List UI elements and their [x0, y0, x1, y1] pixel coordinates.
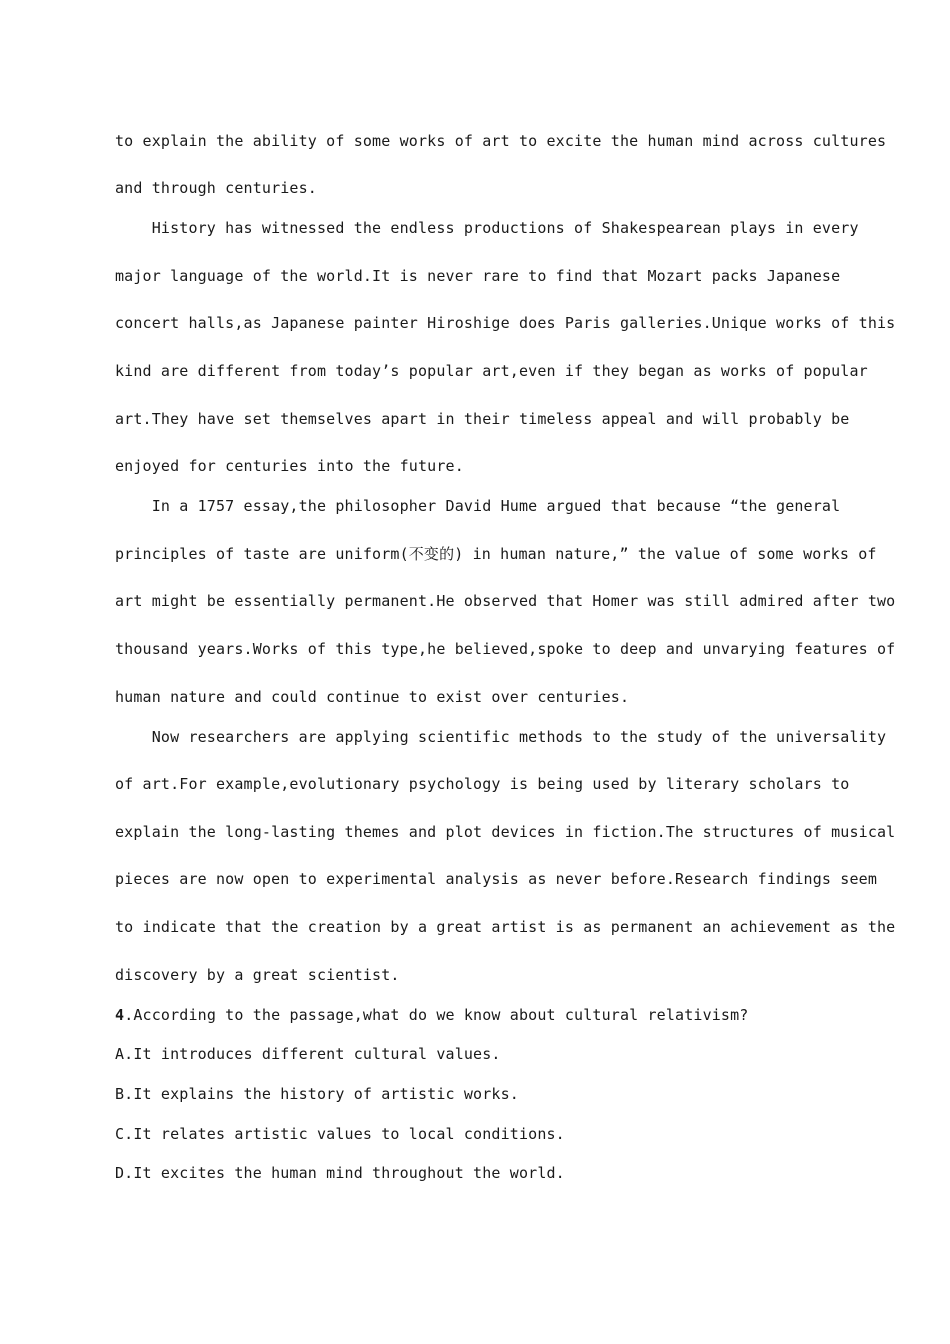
question-text: .According to the passage,what do we know about cultural relativism?	[124, 1006, 749, 1024]
option-a: A.It introduces different cultural values.	[115, 1045, 501, 1063]
passage-line: and through centuries.	[115, 179, 317, 197]
question-stem	[115, 1005, 748, 1025]
passage-line: History has witnessed the endless productions of Shakespearean plays in every	[115, 219, 859, 237]
passage-line: to explain the ability of some works of art to excite the human mind across cultures	[115, 132, 887, 150]
passage-line: Now researchers are applying scientific methods to the study of the universality	[115, 728, 887, 746]
passage-line: major language of the world.It is never rare to find that Mozart packs Japanese	[115, 267, 841, 285]
passage-line: pieces are now open to experimental analysis as never before.Research findings seem	[115, 870, 878, 888]
option-b: B.It explains the history of artistic works.	[115, 1085, 519, 1103]
passage-line: art might be essentially permanent.He observed that Homer was still admired after two	[115, 592, 896, 610]
option-c: C.It relates artistic values to local conditions.	[115, 1125, 565, 1143]
passage-line: of art.For example,evolutionary psychology is being used by literary scholars to	[115, 775, 850, 793]
passage-line: In a 1757 essay,the philosopher David Hume argued that because “the general	[115, 497, 841, 515]
passage-line: discovery by a great scientist.	[115, 966, 400, 984]
passage-line: thousand years.Works of this type,he believed,spoke to deep and unvarying features of	[115, 640, 896, 658]
passage-line: principles of taste are uniform(不变的) in human nature,” the value of some works of	[115, 545, 877, 563]
option-d: D.It excites the human mind throughout the world.	[115, 1164, 565, 1182]
question-number: 4	[115, 1006, 125, 1024]
passage-line: enjoyed for centuries into the future.	[115, 457, 464, 475]
passage-line: art.They have set themselves apart in their timeless appeal and will probably be	[115, 410, 850, 428]
passage-line: kind are different from today’s popular art,even if they began as works of popular	[115, 362, 868, 380]
passage-line: human nature and could continue to exist over centuries.	[115, 688, 630, 706]
passage-line: to indicate that the creation by a great artist is as permanent an achievement as the	[115, 918, 896, 936]
passage-line: concert halls,as Japanese painter Hiroshige does Paris galleries.Unique works of this	[115, 314, 896, 332]
passage-line: explain the long-lasting themes and plot devices in fiction.The structures of musical	[115, 823, 896, 841]
